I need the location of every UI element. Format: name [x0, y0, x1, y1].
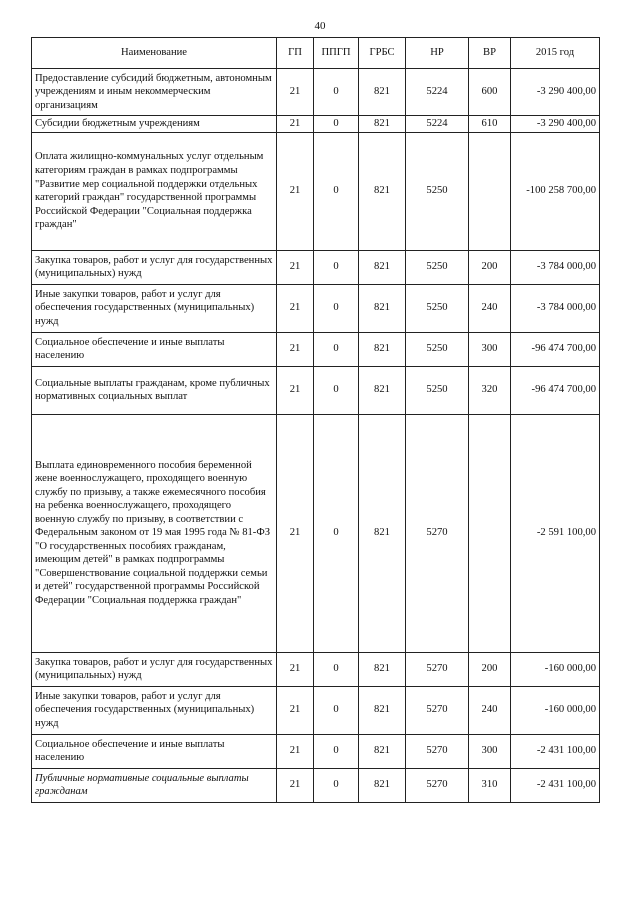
- row-grbs: 821: [359, 250, 406, 284]
- row-gp: 21: [277, 366, 314, 414]
- row-ppgp: 0: [314, 250, 359, 284]
- row-amount: -100 258 700,00: [511, 132, 600, 250]
- row-amount: -2 591 100,00: [511, 414, 600, 652]
- row-vr: 600: [469, 69, 511, 116]
- row-name: Социальное обеспечение и иные выплаты населению: [32, 332, 277, 366]
- row-nr: 5250: [406, 332, 469, 366]
- row-amount: -3 290 400,00: [511, 116, 600, 133]
- row-ppgp: 0: [314, 414, 359, 652]
- header-nr: НР: [406, 38, 469, 69]
- row-nr: 5224: [406, 69, 469, 116]
- row-ppgp: 0: [314, 332, 359, 366]
- row-name: Публичные нормативные социальные выплаты гражданам: [32, 768, 277, 802]
- row-grbs: 821: [359, 366, 406, 414]
- row-grbs: 821: [359, 652, 406, 686]
- row-vr: [469, 414, 511, 652]
- header-ppgp: ППГП: [314, 38, 359, 69]
- row-amount: -160 000,00: [511, 652, 600, 686]
- page-number: 40: [314, 20, 326, 32]
- table-row: [32, 366, 600, 414]
- row-vr: 300: [469, 332, 511, 366]
- table-row: [32, 250, 600, 284]
- row-grbs: 821: [359, 686, 406, 734]
- row-name: Иные закупки товаров, работ и услуг для обеспечения государственных (муниципальных) нужд: [32, 686, 277, 734]
- row-vr: 310: [469, 768, 511, 802]
- row-grbs: 821: [359, 69, 406, 116]
- table-row: [32, 116, 600, 133]
- row-vr: 320: [469, 366, 511, 414]
- table-row: [32, 768, 600, 802]
- row-grbs: 821: [359, 414, 406, 652]
- row-amount: -2 431 100,00: [511, 734, 600, 768]
- header-vr: ВР: [469, 38, 511, 69]
- row-name: Социальное обеспечение и иные выплаты населению: [32, 734, 277, 768]
- row-ppgp: 0: [314, 686, 359, 734]
- row-name: Выплата единовременного пособия беременной жене военнослужащего, проходящего военную службу по призыву, а также ежемесячного пособия на ребенка военнослужащего, проходящего военную службу по призыву, в соответствии с Федеральным законом от 19 мая 1995 года № 81-ФЗ "О государственных пособиях гражданам, имеющим детей" в рамках подпрограммы "Совершенствование социальной поддержки семьи и детей" государственной программы Российской Федерации "Социальная поддержка граждан": [32, 414, 277, 652]
- row-nr: 5270: [406, 686, 469, 734]
- row-gp: 21: [277, 686, 314, 734]
- table-row: [32, 652, 600, 686]
- row-vr: 240: [469, 686, 511, 734]
- row-name: Социальные выплаты гражданам, кроме публичных нормативных социальных выплат: [32, 366, 277, 414]
- table-row: [32, 332, 600, 366]
- row-gp: 21: [277, 116, 314, 133]
- row-amount: -2 431 100,00: [511, 768, 600, 802]
- header-gp: ГП: [277, 38, 314, 69]
- header-name: Наименование: [32, 38, 277, 69]
- row-nr: 5250: [406, 366, 469, 414]
- row-nr: 5270: [406, 768, 469, 802]
- row-amount: -160 000,00: [511, 686, 600, 734]
- header-grbs: ГРБС: [359, 38, 406, 69]
- row-grbs: 821: [359, 116, 406, 133]
- row-ppgp: 0: [314, 768, 359, 802]
- row-ppgp: 0: [314, 69, 359, 116]
- table-row: [32, 132, 600, 250]
- row-ppgp: 0: [314, 366, 359, 414]
- row-ppgp: 0: [314, 734, 359, 768]
- row-grbs: 821: [359, 332, 406, 366]
- table-row: [32, 734, 600, 768]
- row-vr: 610: [469, 116, 511, 133]
- row-gp: 21: [277, 734, 314, 768]
- row-ppgp: 0: [314, 132, 359, 250]
- row-grbs: 821: [359, 768, 406, 802]
- row-grbs: 821: [359, 734, 406, 768]
- table-header-row: [32, 38, 600, 69]
- row-ppgp: 0: [314, 116, 359, 133]
- row-nr: 5250: [406, 132, 469, 250]
- row-ppgp: 0: [314, 284, 359, 332]
- row-vr: 200: [469, 652, 511, 686]
- row-name: Оплата жилищно-коммунальных услуг отдельным категориям граждан в рамках подпрограммы "Развитие мер социальной поддержки отдельных категорий граждан" государственной программы Российской Федерации "Социальная поддержка граждан": [32, 132, 277, 250]
- table-row: [32, 69, 600, 116]
- row-amount: -3 290 400,00: [511, 69, 600, 116]
- row-vr: 300: [469, 734, 511, 768]
- row-vr: 240: [469, 284, 511, 332]
- row-amount: -96 474 700,00: [511, 366, 600, 414]
- row-name: Предоставление субсидий бюджетным, автономным учреждениям и иным некоммерческим организациям: [32, 69, 277, 116]
- table-row: [32, 284, 600, 332]
- row-nr: 5250: [406, 284, 469, 332]
- table-row: [32, 414, 600, 652]
- row-name: Закупка товаров, работ и услуг для государственных (муниципальных) нужд: [32, 652, 277, 686]
- row-gp: 21: [277, 69, 314, 116]
- row-grbs: 821: [359, 284, 406, 332]
- row-nr: 5250: [406, 250, 469, 284]
- row-nr: 5224: [406, 116, 469, 133]
- row-gp: 21: [277, 332, 314, 366]
- row-ppgp: 0: [314, 652, 359, 686]
- row-nr: 5270: [406, 734, 469, 768]
- row-gp: 21: [277, 250, 314, 284]
- row-grbs: 821: [359, 132, 406, 250]
- row-nr: 5270: [406, 414, 469, 652]
- table-row: [32, 686, 600, 734]
- row-name: Иные закупки товаров, работ и услуг для обеспечения государственных (муниципальных) нужд: [32, 284, 277, 332]
- row-gp: 21: [277, 284, 314, 332]
- row-vr: 200: [469, 250, 511, 284]
- row-amount: -3 784 000,00: [511, 250, 600, 284]
- budget-table: [31, 37, 600, 803]
- row-amount: -3 784 000,00: [511, 284, 600, 332]
- row-gp: 21: [277, 132, 314, 250]
- row-name: Закупка товаров, работ и услуг для государственных (муниципальных) нужд: [32, 250, 277, 284]
- row-gp: 21: [277, 768, 314, 802]
- row-gp: 21: [277, 652, 314, 686]
- row-vr: [469, 132, 511, 250]
- row-name: Субсидии бюджетным учреждениям: [32, 116, 277, 133]
- row-nr: 5270: [406, 652, 469, 686]
- row-gp: 21: [277, 414, 314, 652]
- row-amount: -96 474 700,00: [511, 332, 600, 366]
- header-amount-2015: 2015 год: [511, 38, 600, 69]
